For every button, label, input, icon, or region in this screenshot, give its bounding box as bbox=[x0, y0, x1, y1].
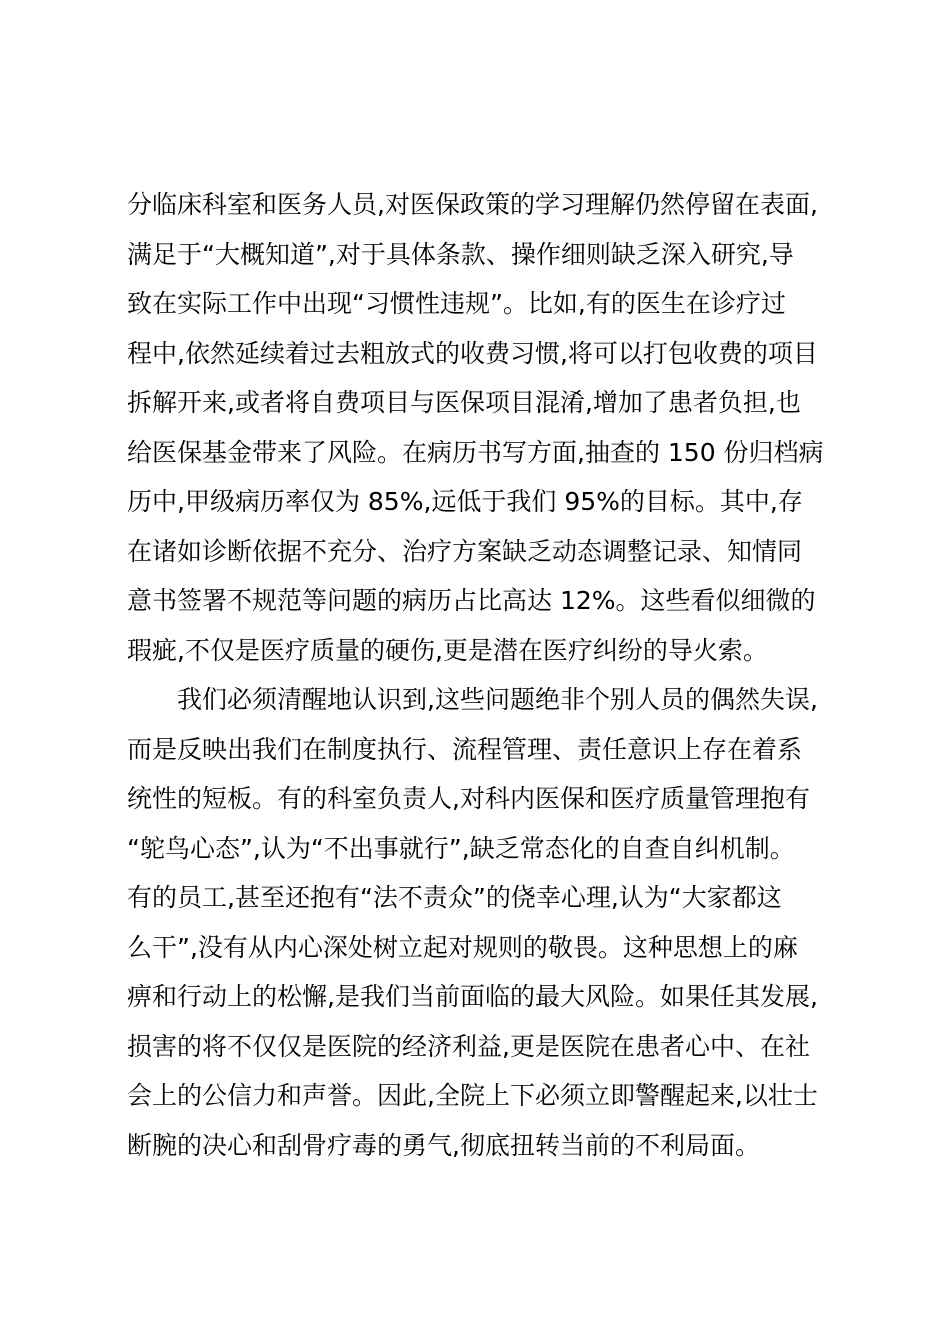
paragraph-line: 致在实际工作中出现“习惯性违规”。比如,有的医生在诊疗过 bbox=[127, 289, 786, 318]
paragraph-line: 统性的短板。有的科室负责人,对科内医保和医疗质量管理抱有 bbox=[127, 784, 810, 813]
paragraph-line: 分临床科室和医务人员,对医保政策的学习理解仍然停留在表面, bbox=[127, 190, 818, 219]
body-text bbox=[127, 180, 837, 1170]
paragraph-line: 满足于“大概知道”,对于具体条款、操作细则缺乏深入研究,导 bbox=[127, 239, 794, 269]
paragraph-line: 拆解开来,或者将自费项目与医保项目混淆,增加了患者负担,也 bbox=[127, 388, 801, 417]
paragraph-line: 么干”,没有从内心深处树立起对规则的敬畏。这种思想上的麻 bbox=[127, 932, 798, 962]
paragraph-line: 意书签署不规范等问题的病历占比高达 12%。这些看似细微的 bbox=[127, 586, 816, 615]
paragraph-line: 而是反映出我们在制度执行、流程管理、责任意识上存在着系 bbox=[127, 734, 803, 764]
paragraph-line: 痹和行动上的松懈,是我们当前面临的最大风险。如果任其发展, bbox=[127, 982, 818, 1011]
paragraph-first-line: 我们必须清醒地认识到,这些问题绝非个别人员的偶然失误, bbox=[177, 685, 818, 714]
paragraph-line: 会上的公信力和声誉。因此,全院上下必须立即警醒起来,以壮士 bbox=[127, 1081, 818, 1110]
paragraph-line: 损害的将不仅仅是医院的经济利益,更是医院在患者心中、在社 bbox=[127, 1031, 810, 1061]
paragraph-line: 在诸如诊断依据不充分、治疗方案缺乏动态调整记录、知情同 bbox=[127, 536, 803, 566]
paragraph-line: 瑕疵,不仅是医疗质量的硬伤,更是潜在医疗纠纷的导火索。 bbox=[127, 635, 768, 665]
paragraph-line: 有的员工,甚至还抱有“法不责众”的侥幸心理,认为“大家都这 bbox=[127, 883, 782, 912]
paragraph-line: “鸵鸟心态”,认为“不出事就行”,缺乏常态化的自查自纠机制。 bbox=[127, 833, 795, 863]
paragraph-line: 程中,依然延续着过去粗放式的收费习惯,将可以打包收费的项目 bbox=[127, 338, 818, 368]
paragraph-1 bbox=[127, 180, 837, 675]
paragraph-line: 断腕的决心和刮骨疗毒的勇气,彻底扭转当前的不利局面。 bbox=[127, 1130, 760, 1160]
paragraph-line: 历中,甲级病历率仅为 85%,远低于我们 95%的目标。其中,存 bbox=[127, 487, 803, 516]
paragraph-line: 给医保基金带来了风险。在病历书写方面,抽查的 150 份归档病 bbox=[127, 437, 824, 467]
paragraph-2 bbox=[127, 675, 837, 1170]
